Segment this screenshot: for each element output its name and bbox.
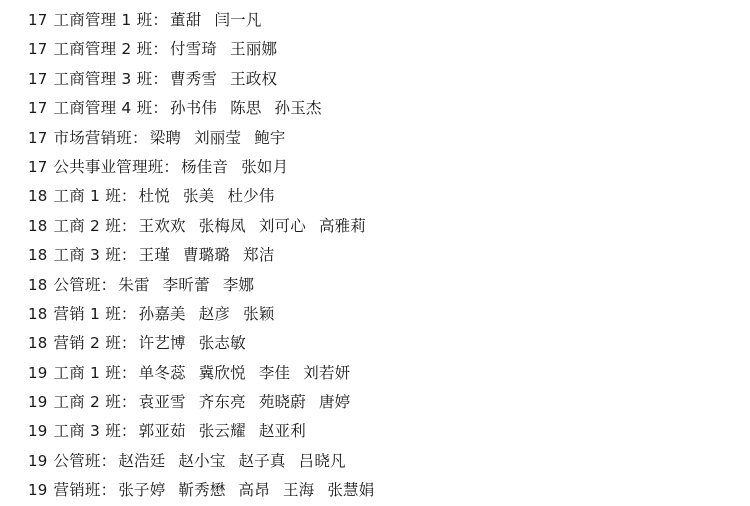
- roster-line: [0, 124, 750, 153]
- roster-name: 王丽娜: [230, 40, 278, 59]
- roster-line: [0, 65, 750, 94]
- roster-name: 冀欣悦: [198, 363, 246, 382]
- roster-line: [0, 153, 750, 182]
- roster-line: [0, 212, 750, 241]
- roster-year: 17: [28, 157, 48, 176]
- roster-name: 赵亚利: [258, 422, 306, 441]
- roster-name: 赵小宝: [178, 451, 226, 470]
- roster-class-name: 工商管理 1 班：: [53, 11, 169, 29]
- roster-name: 张颖: [243, 304, 275, 323]
- roster-name-list: [118, 476, 374, 505]
- roster-name: 张美: [183, 187, 215, 206]
- roster-year: 19: [28, 393, 48, 412]
- roster-name: 吕晓凡: [298, 451, 346, 470]
- roster-year: 17: [28, 128, 48, 147]
- roster-class-name: 营销 1 班：: [53, 304, 137, 323]
- roster-year: 18: [28, 334, 48, 353]
- roster-line: [0, 241, 750, 270]
- roster-class-name: 工商 3 班：: [53, 422, 137, 441]
- roster-year: 17: [28, 11, 48, 29]
- roster-name-list: [139, 359, 351, 388]
- roster-name-list: [118, 271, 254, 300]
- roster-year: 18: [28, 246, 48, 265]
- roster-name: 李昕蕾: [162, 275, 210, 294]
- roster-class-name: 市场营销班：: [53, 128, 148, 147]
- roster-name-list: [139, 212, 366, 241]
- roster-name: 杜少伟: [227, 187, 275, 206]
- roster-name-list: [139, 182, 275, 211]
- roster-name: 苑晓蔚: [258, 393, 306, 412]
- roster-name: 鲍宇: [254, 128, 286, 147]
- roster-name: 张子婷: [118, 481, 166, 500]
- roster-year: 17: [28, 99, 48, 118]
- roster-name: 高昂: [238, 481, 270, 500]
- roster-year: 19: [28, 481, 48, 500]
- roster-name-list: [170, 6, 262, 35]
- roster-name: 唐婷: [318, 393, 351, 412]
- roster-name: 张如月: [241, 157, 289, 176]
- roster-name: 董甜: [170, 11, 202, 29]
- roster-class-name: 公管班：: [53, 451, 117, 470]
- roster-name-list: [170, 35, 277, 64]
- roster-class-name: 公管班：: [53, 275, 117, 294]
- roster-name: 赵子真: [238, 451, 286, 470]
- roster-name: 张慧娟: [327, 481, 375, 500]
- roster-line: [0, 447, 750, 476]
- roster-year: 18: [28, 187, 48, 206]
- roster-name-list: [170, 94, 322, 123]
- roster-name-list: [139, 329, 246, 358]
- roster-name: 孙玉杰: [274, 99, 322, 118]
- roster-year: 18: [28, 304, 48, 323]
- roster-name: 齐东亮: [198, 393, 246, 412]
- roster-name: 曹璐璐: [183, 246, 231, 265]
- roster-class-name: 工商管理 4 班：: [53, 99, 169, 118]
- roster-name: 李佳: [258, 363, 291, 382]
- roster-line: [0, 35, 750, 64]
- roster-name: 赵彦: [198, 304, 231, 323]
- roster-name: 王瑾: [138, 246, 171, 265]
- roster-name: 张志敏: [198, 334, 246, 353]
- roster-name-list: [139, 241, 275, 270]
- roster-name: 许艺博: [138, 334, 186, 353]
- roster-name: 孙嘉美: [138, 304, 186, 323]
- roster-name: 闫一凡: [214, 11, 262, 29]
- roster-name-list: [150, 124, 286, 153]
- roster-name-list: [139, 388, 351, 417]
- roster-name: 杨佳音: [181, 157, 229, 176]
- roster-name: 刘丽莹: [194, 128, 242, 147]
- roster-name: 王海: [282, 481, 315, 500]
- roster-name: 梁聘: [149, 128, 182, 147]
- roster-year: 18: [28, 275, 48, 294]
- roster-name: 陈思: [230, 99, 262, 118]
- roster-year: 17: [28, 69, 48, 88]
- roster-name: 郭亚茹: [138, 422, 186, 441]
- roster-name-list: [170, 65, 277, 94]
- roster-name: 袁亚雪: [138, 393, 186, 412]
- roster-line: [0, 417, 750, 446]
- roster-name: 付雪琦: [170, 40, 218, 59]
- roster-year: 19: [28, 422, 48, 441]
- roster-class-name: 工商管理 2 班：: [53, 40, 169, 59]
- roster-name: 曹秀雪: [170, 69, 218, 88]
- roster-line: [0, 300, 750, 329]
- roster-line: [0, 94, 750, 123]
- roster-year: 19: [28, 363, 48, 382]
- roster-year: 18: [28, 216, 48, 235]
- roster-line: [0, 271, 750, 300]
- roster-class-name: 工商 1 班：: [53, 187, 137, 206]
- roster-name-list: [181, 153, 288, 182]
- roster-name-list: [118, 447, 345, 476]
- roster-line: [0, 329, 750, 358]
- roster-name-list: [139, 300, 275, 329]
- roster-class-name: 营销班：: [53, 481, 117, 500]
- roster-name: 靳秀懋: [178, 481, 226, 500]
- roster-class-name: 工商 2 班：: [53, 393, 137, 412]
- roster-name: 刘若妍: [303, 363, 351, 382]
- roster-name: 张云耀: [198, 422, 246, 441]
- roster-name: 赵浩廷: [118, 451, 166, 470]
- roster-name: 张梅凤: [198, 216, 246, 235]
- roster-line: [0, 388, 750, 417]
- roster-name: 郑洁: [243, 246, 275, 265]
- roster-class-name: 工商 1 班：: [53, 363, 137, 382]
- roster-name: 单冬蕊: [138, 363, 186, 382]
- roster-class-name: 营销 2 班：: [53, 334, 137, 353]
- roster-name-list: [139, 417, 306, 446]
- roster-name: 刘可心: [258, 216, 306, 235]
- roster-name: 王欢欢: [138, 216, 186, 235]
- roster-class-name: 工商 2 班：: [53, 216, 137, 235]
- roster-line: [0, 6, 750, 35]
- roster-line: [0, 182, 750, 211]
- roster-class-name: 公共事业管理班：: [53, 157, 180, 176]
- roster-name: 杜悦: [138, 187, 171, 206]
- roster-line: [0, 359, 750, 388]
- roster-name: 朱雷: [118, 275, 150, 294]
- roster-class-name: 工商 3 班：: [53, 246, 137, 265]
- roster-line: [0, 476, 750, 505]
- roster-name: 李娜: [222, 275, 255, 294]
- roster-year: 17: [28, 40, 48, 59]
- roster-name: 王政权: [230, 69, 278, 88]
- roster-name: 高雅莉: [318, 216, 367, 235]
- roster-class-name: 工商管理 3 班：: [53, 69, 169, 88]
- roster-name: 孙书伟: [170, 99, 218, 118]
- roster-year: 19: [28, 451, 48, 470]
